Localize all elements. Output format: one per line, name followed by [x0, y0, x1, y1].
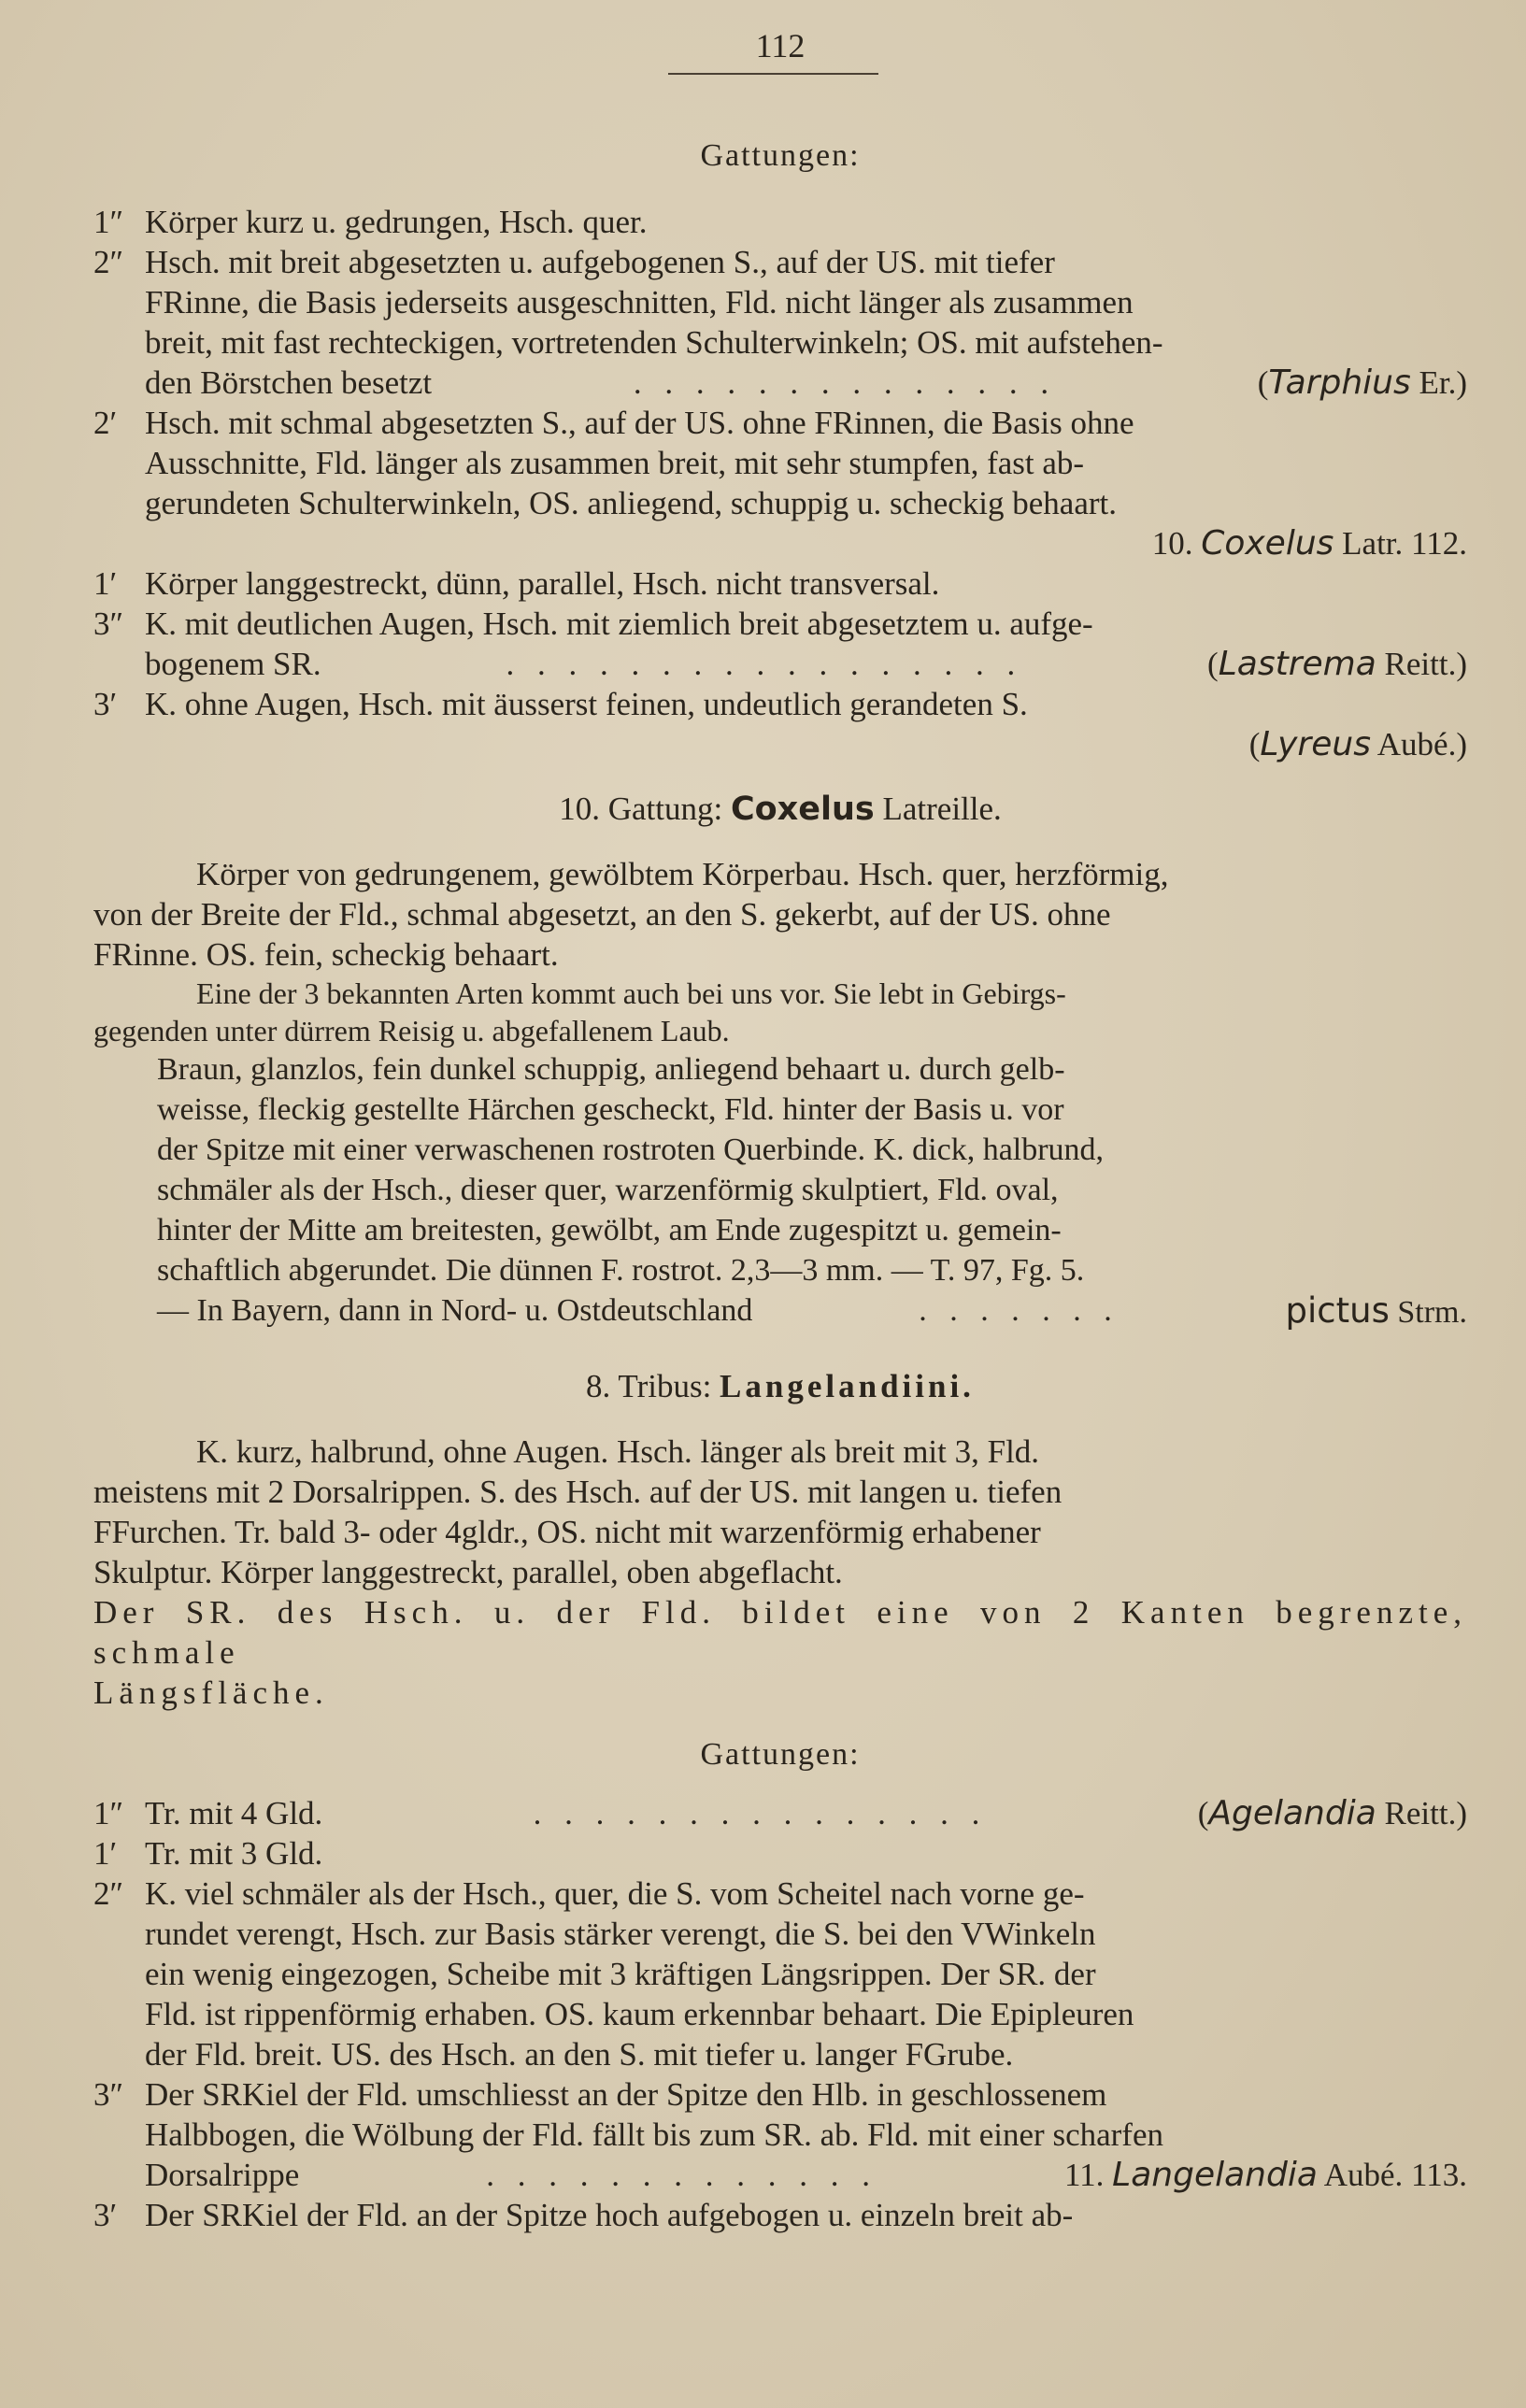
tribus-description — [93, 1432, 1467, 1713]
tribus-title — [93, 1368, 1467, 1405]
ref-open: ( — [1207, 646, 1219, 682]
text-line: weisse, fleckig gestellte Härchen gescheckt, Fld. hinter der Basis u. vor — [157, 1092, 1064, 1127]
text-line: K. kurz, halbrund, ohne Augen. Hsch. länger als breit mit 3, Fld. — [196, 1433, 1040, 1470]
genus-author: Er.) — [1410, 364, 1467, 401]
key-entry — [93, 604, 1467, 684]
key-number: 3′ — [93, 2197, 118, 2233]
key-number: 1″ — [93, 204, 124, 240]
key-line: Der SRKiel der Fld. an der Spitze hoch aufgebogen u. einzeln breit ab- — [145, 2197, 1074, 2233]
key-line: K. mit deutlichen Augen, Hsch. mit ziemlich breit abgesetztem u. aufge- — [145, 606, 1093, 642]
text-line: Eine der 3 bekannten Arten kommt auch bei uns vor. Sie lebt in Gebirgs- — [196, 976, 1066, 1010]
text-line: Braun, glanzlos, fein dunkel schuppig, anliegend behaart u. durch gelb- — [157, 1052, 1065, 1087]
key-number: 2′ — [93, 405, 118, 441]
key-line: breit, mit fast rechteckigen, vortretenden Schulterwinkeln; OS. mit aufstehen- — [145, 324, 1163, 361]
key-line: K. viel schmäler als der Hsch., quer, die S. vom Scheitel nach vorne ge- — [145, 1875, 1085, 1912]
tribus-title-prefix: 8. Tribus: — [586, 1368, 720, 1404]
leader-dots: . . . . . . . . . . . . . . . . . — [506, 646, 1023, 682]
key-line: Fld. ist rippenförmig erhaben. OS. kaum erkennbar behaart. Die Epipleuren — [145, 1996, 1134, 2032]
key-text: Körper langgestreckt, dünn, parallel, Hsch. nicht transversal. — [145, 565, 940, 602]
text-line: Skulptur. Körper langgestreckt, parallel, oben abgeflacht. — [93, 1554, 843, 1590]
leader-dots: . . . . . . . . . . . . . . — [633, 364, 1057, 401]
leader-dots: . . . . . . . — [919, 1293, 1120, 1328]
section2-heading: Gattungen: — [700, 1737, 861, 1772]
key-entry — [93, 563, 1467, 604]
tribus-title-name: Langelandiini. — [720, 1368, 975, 1404]
leader-dots: . . . . . . . . . . . . . — [486, 2157, 877, 2193]
text-line: der Spitze mit einer verwaschenen rostroten Querbinde. K. dick, halbrund, — [157, 1133, 1105, 1167]
key-number: 3′ — [93, 686, 118, 722]
key-number: 1′ — [93, 1835, 118, 1872]
ref-open: ( — [1257, 364, 1269, 401]
key-line: gerundeten Schulterwinkeln, OS. anliegend, schuppig u. scheckig behaart. — [145, 485, 1117, 521]
genus-title — [93, 791, 1467, 828]
text-line: meistens mit 2 Dorsalrippen. S. des Hsch. auf der US. mit langen u. tiefen — [93, 1474, 1062, 1510]
key-line: den Börstchen besetzt — [145, 364, 433, 401]
ref-number: 11. — [1063, 2157, 1113, 2193]
text-line: hinter der Mitte am breitesten, gewölbt, am Ende zugespitzt u. gemein- — [157, 1213, 1062, 1247]
key-entry — [93, 2195, 1467, 2235]
genus-title-name: Coxelus — [730, 791, 875, 828]
key-line: bogenem SR. — [145, 646, 321, 682]
key-entry — [93, 2074, 1467, 2195]
page-number: 112 — [755, 27, 806, 64]
text-line: FFurchen. Tr. bald 3- oder 4gldr., OS. nicht mit warzenförmig erhabener — [93, 1514, 1041, 1550]
genus-name: Coxelus — [1201, 524, 1334, 563]
key-number: 3″ — [93, 606, 124, 642]
key-line: Ausschnitte, Fld. länger als zusammen breit, mit sehr stumpfen, fast ab- — [145, 445, 1085, 481]
genus-author: Reitt.) — [1376, 1795, 1467, 1831]
key-line: FRinne, die Basis jederseits ausgeschnitten, Fld. nicht länger als zusammen — [145, 284, 1134, 321]
key-line: Dorsalrippe — [145, 2157, 300, 2193]
ref-number: 10. — [1151, 525, 1202, 562]
key-entry — [93, 684, 1467, 764]
leader-dots: . . . . . . . . . . . . . . . — [533, 1795, 988, 1831]
genus-name: Agelandia — [1208, 1794, 1376, 1832]
key-line: der Fld. breit. US. des Hsch. an den S. mit tiefer u. langer FGrube. — [145, 2036, 1014, 2073]
genus-note — [93, 975, 1467, 1049]
key-entry — [93, 242, 1467, 403]
key-entry — [93, 1793, 1467, 1833]
ref-open: ( — [1248, 726, 1261, 762]
key-number: 1″ — [93, 1795, 124, 1831]
genus-description — [93, 854, 1467, 975]
key-line: Tr. mit 4 Gld. — [145, 1795, 323, 1831]
main-column — [93, 138, 1467, 2235]
key-entry — [93, 1833, 1467, 1874]
key-line: Hsch. mit schmal abgesetzten S., auf der US. ohne FRinnen, die Basis ohne — [145, 405, 1134, 441]
text-line-spaced: Der SR. des Hsch. u. der Fld. bildet eine von 2 Kanten begrenzte, schmale — [93, 1594, 1467, 1671]
key-section2 — [93, 1793, 1467, 2235]
genus-author: Latr. 112. — [1333, 525, 1467, 562]
text-line: von der Breite der Fld., schmal abgesetzt, an den S. gekerbt, auf der US. ohne — [93, 896, 1111, 933]
genus-author: Aubé.) — [1370, 726, 1467, 762]
key-line: rundet verengt, Hsch. zur Basis stärker verengt, die S. bei den VWinkeln — [145, 1916, 1096, 1952]
key-line: Der SRKiel der Fld. umschliesst an der Spitze den Hlb. in geschlossenem — [145, 2076, 1107, 2113]
genus-name: Langelandia — [1112, 2156, 1318, 2194]
key-text: Tr. mit 3 Gld. — [145, 1835, 323, 1872]
key-number: 2″ — [93, 1875, 124, 1912]
header-rule — [668, 73, 878, 75]
key-entry — [93, 403, 1467, 563]
species-description — [157, 1049, 1467, 1332]
genus-title-suffix: Latreille. — [874, 791, 1002, 827]
genus-author: Reitt.) — [1376, 646, 1467, 682]
text-line: schmäler als der Hsch., dieser quer, warzenförmig skulptiert, Fld. oval, — [157, 1173, 1059, 1207]
species-author: Strm. — [1389, 1295, 1467, 1330]
section1-heading: Gattungen: — [700, 138, 861, 173]
key-line: K. ohne Augen, Hsch. mit äusserst feinen, undeutlich gerandeten S. — [145, 686, 1028, 722]
key-entry — [93, 1874, 1467, 2074]
key-number: 1′ — [93, 565, 118, 602]
key-entry — [93, 202, 1467, 242]
genus-name: Lastrema — [1218, 645, 1376, 683]
text-line: schaftlich abgerundet. Die dünnen F. rostrot. 2,3—3 mm. — T. 97, Fg. 5. — [157, 1253, 1085, 1288]
key-line: ein wenig eingezogen, Scheibe mit 3 kräftigen Längsrippen. Der SR. der — [145, 1956, 1096, 1992]
text-line: FRinne. OS. fein, scheckig behaart. — [93, 936, 559, 973]
text-line: Körper von gedrungenem, gewölbtem Körperbau. Hsch. quer, herzförmig, — [196, 856, 1169, 892]
genus-title-prefix: 10. Gattung: — [559, 791, 731, 827]
genus-name: Lyreus — [1260, 725, 1371, 763]
ref-open: ( — [1197, 1795, 1209, 1831]
text-line-spaced: Längsfläche. — [93, 1674, 329, 1711]
key-line: Hsch. mit breit abgesetzten u. aufgebogenen S., auf der US. mit tiefer — [145, 244, 1055, 280]
genus-name: Tarphius — [1268, 363, 1411, 402]
genus-author: Aubé. 113. — [1317, 2157, 1467, 2193]
key-number: 3″ — [93, 2076, 124, 2113]
key-section1 — [93, 202, 1467, 764]
key-number: 2″ — [93, 244, 124, 280]
text-line: — In Bayern, dann in Nord- u. Ostdeutschland — [157, 1293, 753, 1328]
species-name: pictus — [1285, 1290, 1390, 1331]
key-text: Körper kurz u. gedrungen, Hsch. quer. — [145, 204, 648, 240]
key-line: Halbbogen, die Wölbung der Fld. fällt bis zum SR. ab. Fld. mit einer scharfen — [145, 2116, 1163, 2153]
text-line: gegenden unter dürrem Reisig u. abgefallenem Laub. — [93, 1014, 730, 1047]
